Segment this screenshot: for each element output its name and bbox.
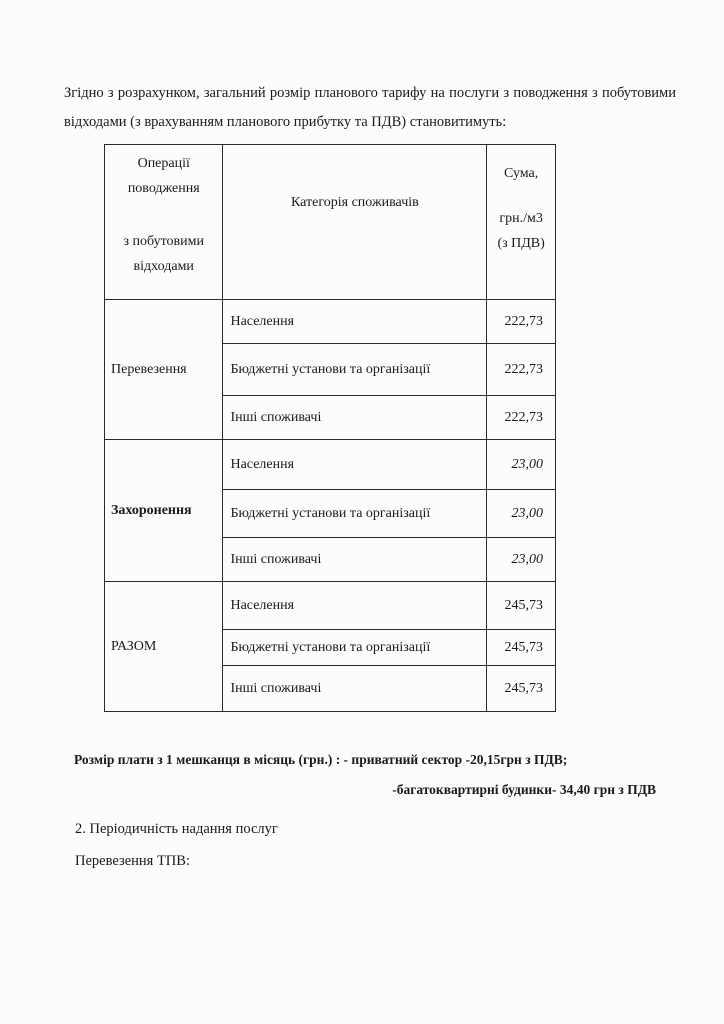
intro-paragraph: Згідно з розрахунком, загальний розмір планового тарифу на послуги з поводження з побутовими відходами (з врахуванням планового прибутку та ПДВ) становитимуть: bbox=[64, 84, 676, 130]
header-operations-line3: з побутовими bbox=[123, 234, 204, 249]
value-cell: 245,73 bbox=[487, 630, 556, 666]
category-cell: Бюджетні установи та організації bbox=[223, 630, 487, 666]
table-row bbox=[105, 440, 556, 490]
operation-cell-total: РАЗОМ bbox=[105, 582, 223, 712]
fee-private-sector: Розмір плати з 1 мешканця в місяць (грн.) : - приватний сектор -20,15грн з ПДВ; bbox=[74, 752, 568, 767]
operation-cell-burial: Захоронення bbox=[105, 440, 223, 582]
header-operations bbox=[105, 145, 223, 300]
category-cell: Інші споживачі bbox=[223, 666, 487, 712]
value-cell: 23,00 bbox=[487, 490, 556, 538]
header-sum-line3: (з ПДВ) bbox=[497, 236, 545, 251]
section-subheading: Перевезення ТПВ: bbox=[75, 853, 190, 869]
section-heading: 2. Періодичність надання послуг bbox=[75, 821, 278, 837]
category-cell: Інші споживачі bbox=[223, 538, 487, 582]
fee-apartment-buildings: -багатоквартирні будинки- 34,40 грн з ПДВ bbox=[392, 782, 656, 797]
category-cell: Інші споживачі bbox=[223, 396, 487, 440]
value-cell: 245,73 bbox=[487, 582, 556, 630]
header-sum-line2: грн./м3 bbox=[499, 211, 543, 226]
header-sum-line1: Сума, bbox=[503, 166, 539, 181]
header-sum bbox=[487, 145, 556, 300]
value-cell: 245,73 bbox=[487, 666, 556, 712]
category-cell: Бюджетні установи та організації bbox=[223, 490, 487, 538]
value-cell: 222,73 bbox=[487, 300, 556, 344]
header-operations-line1: Операції bbox=[137, 156, 190, 171]
value-cell: 23,00 bbox=[487, 440, 556, 490]
header-operations-line2: поводження bbox=[127, 181, 200, 196]
value-cell: 222,73 bbox=[487, 396, 556, 440]
header-category bbox=[223, 145, 487, 300]
table-row bbox=[105, 300, 556, 344]
table-header-row bbox=[105, 145, 556, 300]
header-operations-line4: відходами bbox=[133, 259, 194, 274]
value-cell: 222,73 bbox=[487, 344, 556, 396]
header-category-label: Категорія споживачів bbox=[291, 195, 419, 210]
category-cell: Населення bbox=[223, 582, 487, 630]
category-cell: Населення bbox=[223, 300, 487, 344]
operation-cell-transport: Перевезення bbox=[105, 300, 223, 440]
table-row bbox=[105, 582, 556, 630]
value-cell: 23,00 bbox=[487, 538, 556, 582]
tariff-table bbox=[104, 144, 556, 712]
category-cell: Бюджетні установи та організації bbox=[223, 344, 487, 396]
category-cell: Населення bbox=[223, 440, 487, 490]
